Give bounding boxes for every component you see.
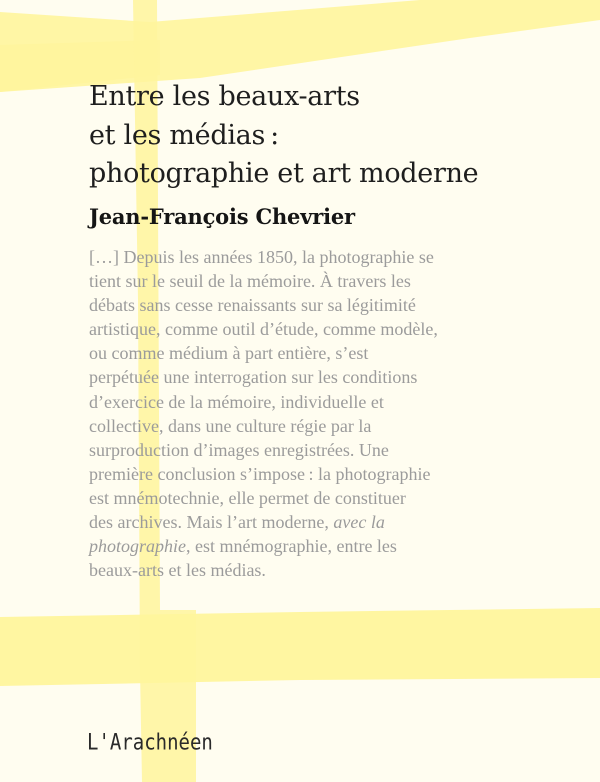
blurb-line: collective, dans une culture régie par la bbox=[89, 415, 372, 436]
blurb-line: perpétuée une interrogation sur les conditions bbox=[89, 367, 418, 388]
blurb-line: est mnémotechnie, elle permet de constituer bbox=[89, 487, 406, 508]
blurb-line: artistique, comme outil d’étude, comme modèle, bbox=[89, 319, 438, 340]
title-line: photographie et art moderne bbox=[89, 158, 479, 189]
publisher-logo: L'Arachnéen bbox=[87, 730, 213, 756]
blurb-line: ou comme médium à part entière, s’est bbox=[89, 343, 369, 364]
blurb-line: d’exercice de la mémoire, individuelle et bbox=[89, 391, 384, 412]
blurb-italic: photographie bbox=[89, 536, 186, 557]
blurb-line: débats sans cesse renaissants sur sa légitimité bbox=[89, 295, 416, 316]
blurb-line: […] Depuis les années 1850, la photographie se bbox=[89, 247, 434, 267]
title-line: Entre les beaux-arts bbox=[89, 81, 360, 112]
blurb-italic: avec la bbox=[333, 512, 385, 533]
blurb-line: tient sur le seuil de la mémoire. À travers les bbox=[89, 271, 411, 292]
blurb-text-span: , est mnémographie, entre les bbox=[186, 536, 397, 557]
title-line: et les médias : bbox=[89, 119, 279, 151]
author-name: Jean-François Chevrier bbox=[89, 204, 355, 229]
stripe-bottom-horizontal bbox=[0, 608, 600, 686]
blurb-line: beaux-arts et les médias. bbox=[89, 560, 266, 581]
blurb-text-span: des archives. Mais l’art moderne, bbox=[89, 512, 329, 533]
blurb-line bbox=[89, 510, 519, 534]
book-title bbox=[89, 78, 478, 194]
blurb-line: première conclusion s’impose : la photographie bbox=[89, 463, 431, 484]
blurb-line: surproduction d’images enregistrées. Une bbox=[89, 439, 389, 460]
blurb-line bbox=[89, 534, 519, 558]
blurb-text bbox=[89, 245, 519, 582]
